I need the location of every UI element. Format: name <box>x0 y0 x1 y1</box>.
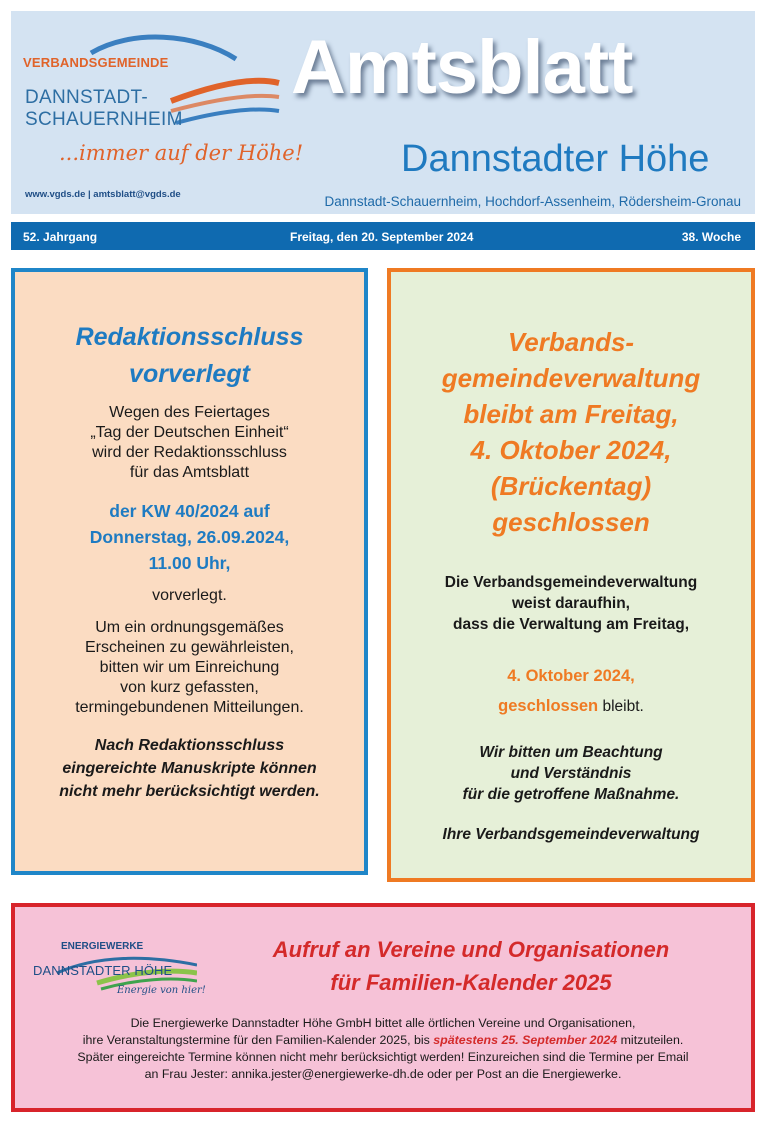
text-line: Wegen des Feiertages <box>109 404 270 421</box>
jahrgang: 52. Jahrgang <box>23 230 98 244</box>
text-line: termingebundenen Mitteilungen. <box>75 699 304 716</box>
text-line: Erscheinen zu gewährleisten, <box>84 639 294 656</box>
notice-title <box>15 319 364 393</box>
issue-info-bar <box>11 222 755 250</box>
notice-warning <box>15 734 364 803</box>
notice-paragraph <box>391 572 751 635</box>
notice-closure <box>387 268 755 882</box>
logo-name <box>25 87 183 131</box>
text-line: 11.00 Uhr, <box>148 553 231 573</box>
notice-body <box>25 1015 741 1083</box>
logo-name-line1: DANNSTADT- <box>25 87 148 108</box>
logo-tagline: ...immer auf der Höhe! <box>59 141 304 165</box>
notice-title-line2: gemeindeverwaltung <box>441 363 701 393</box>
text-line: Die Energiewerke Dannstadter Höhe GmbH bittet alle örtlichen Vereine und Organisationen, <box>130 1016 636 1030</box>
text-line: nicht mehr berücksichtigt werden. <box>59 783 320 800</box>
logo-verbandsgemeinde: VERBANDSGEMEINDE <box>23 55 169 70</box>
notice-paragraph <box>15 618 364 718</box>
deadline-highlight: spätestens 25. September 2024 <box>433 1033 618 1047</box>
notice-title-line4: 4. Oktober 2024, <box>470 435 672 465</box>
notice-title-line2: für Familien-Kalender 2025 <box>330 970 612 995</box>
text-line: Um ein ordnungsgemäßes <box>95 619 284 636</box>
energiewerke-name: DANNSTADTER HÖHE <box>33 963 173 978</box>
notice-request <box>391 742 751 805</box>
notice-title-line3: bleibt am Freitag, <box>463 399 679 429</box>
text-line: Wir bitten um Beachtung <box>479 744 663 761</box>
notice-title-line1: Verbands- <box>507 327 635 357</box>
notice-title-line6: geschlossen <box>492 507 650 537</box>
notice-title-line1: Aufruf an Vereine und Organisationen <box>272 937 670 962</box>
text-line: und Verständnis <box>510 765 632 782</box>
notice-title <box>391 324 751 540</box>
text-line <box>391 691 751 722</box>
notice-paragraph <box>15 403 364 483</box>
signature: Ihre Verbandsgemeindeverwaltung <box>442 826 700 843</box>
text-line: der KW 40/2024 auf <box>109 501 270 521</box>
text-line <box>25 1032 741 1049</box>
text-line: wird der Redaktionsschluss <box>92 444 287 461</box>
page-subtitle: Dannstadter Höhe <box>401 138 710 180</box>
notice-title-line2: vorverlegt <box>129 360 250 388</box>
masthead <box>11 11 755 214</box>
text-line: von kurz gefassten, <box>120 679 259 696</box>
notice-familienkalender <box>11 903 755 1112</box>
text-line: für das Amtsblatt <box>129 464 250 481</box>
issue-week: 38. Woche <box>681 230 741 244</box>
text-line: 4. Oktober 2024, <box>507 667 635 685</box>
text-line: „Tag der Deutschen Einheit“ <box>90 424 289 441</box>
contact-line[interactable]: an Frau Jester: annika.jester@energiewerke-dh.de oder per Post an die Energiewerke. <box>144 1067 622 1081</box>
energiewerke-tagline: Energie von hier! <box>117 985 206 996</box>
text-line: Donnerstag, 26.09.2024, <box>89 527 290 547</box>
municipalities-line: Dannstadt-Schauernheim, Hochdorf-Assenheim, Rödersheim-Gronau <box>324 194 741 209</box>
text-line: Später eingereichte Termine können nicht mehr berücksichtigt werden! Einzureichen sind die Termine per Email <box>77 1050 689 1064</box>
page-title: Amtsblatt <box>291 25 633 110</box>
text-line: dass die Verwaltung am Freitag, <box>452 616 690 633</box>
text-line: weist daraufhin, <box>512 595 630 612</box>
text-strong: geschlossen <box>498 697 599 715</box>
logo-name-line2: SCHAUERNHEIM <box>25 109 183 130</box>
deadline-highlight <box>15 498 364 576</box>
text-plain: ihre Veranstaltungstermine für den Familien-Kalender 2025, bis <box>82 1033 434 1047</box>
notice-title-line1: Redaktionsschluss <box>75 323 304 351</box>
text-plain: mitzuteilen. <box>617 1033 684 1047</box>
text-line: Die Verbandsgemeindeverwaltung <box>444 574 698 591</box>
energiewerke-label: ENERGIEWERKE <box>61 941 144 952</box>
text-line: für die getroffene Maßnahme. <box>462 786 680 803</box>
notice-redaktionsschluss <box>11 268 368 875</box>
text-vorverlegt: vorverlegt. <box>152 587 227 604</box>
web-contact[interactable]: www.vgds.de | amtsblatt@vgds.de <box>25 189 181 200</box>
closure-highlight <box>391 661 751 722</box>
text-line: Nach Redaktionsschluss <box>94 737 285 754</box>
issue-date: Freitag, den 20. September 2024 <box>290 230 474 244</box>
text-plain: bleibt. <box>598 698 644 715</box>
text-line: bitten wir um Einreichung <box>99 659 280 676</box>
notice-title-line5: (Brückentag) <box>490 471 652 501</box>
text-line: eingereichte Manuskripte können <box>62 760 317 777</box>
notice-title <box>201 933 741 999</box>
